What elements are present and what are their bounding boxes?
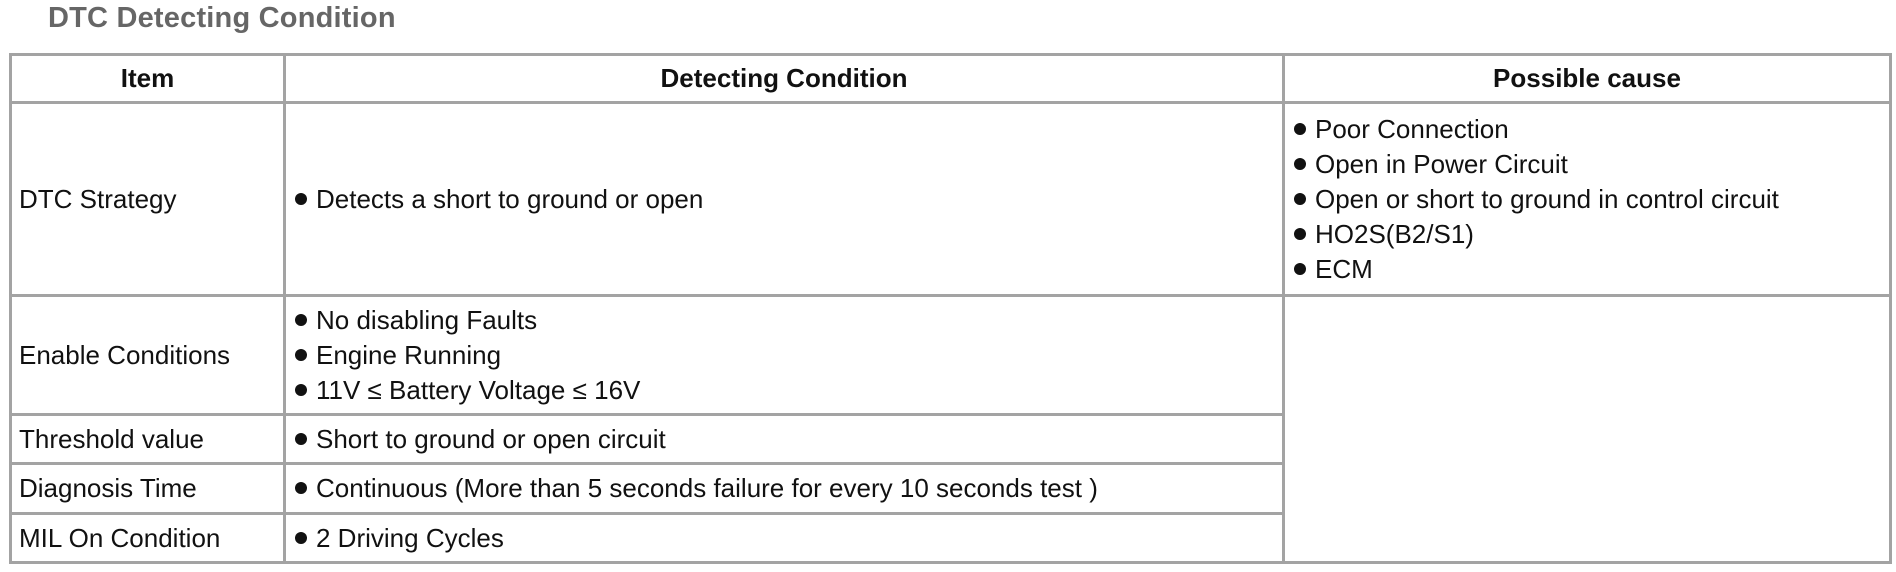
bullet-icon — [1294, 228, 1306, 240]
cause-item — [1294, 252, 1889, 287]
row-item-enable-conditions: Enable Conditions — [11, 296, 285, 415]
cause-item — [1294, 147, 1889, 182]
condition-text: Continuous (More than 5 seconds failure for every 10 seconds test ) — [316, 473, 1098, 503]
cause-text: HO2S(B2/S1) — [1315, 218, 1474, 249]
row-item-mil-on-condition: MIL On Condition — [11, 514, 285, 563]
header-detecting-condition: Detecting Condition — [285, 55, 1284, 103]
bullet-icon — [295, 482, 307, 494]
cause-text: Poor Connection — [1315, 113, 1509, 144]
cause-text: Open or short to ground in control circuit — [1315, 183, 1779, 214]
header-possible-cause: Possible cause — [1284, 55, 1891, 103]
cause-text: Open in Power Circuit — [1315, 148, 1568, 179]
condition-text: Engine Running — [316, 339, 502, 370]
empty-cause-cell — [1284, 296, 1891, 563]
bullet-icon — [1294, 158, 1306, 170]
bullet-icon — [1294, 123, 1306, 135]
table-row — [11, 103, 1891, 296]
bullet-icon — [295, 349, 307, 361]
condition-item — [295, 471, 1282, 506]
bullet-icon — [295, 314, 307, 326]
table-row — [11, 296, 1891, 415]
row-item-diagnosis-time: Diagnosis Time — [11, 464, 285, 514]
row-item-dtc-strategy: DTC Strategy — [11, 103, 285, 296]
row-condition-cell — [285, 514, 1284, 563]
condition-text: 11V ≤ Battery Voltage ≤ 16V — [316, 374, 641, 405]
header-item: Item — [11, 55, 285, 103]
row-condition-cell — [285, 464, 1284, 514]
row-condition-cell — [285, 415, 1284, 464]
row-condition-cell — [285, 296, 1284, 415]
condition-item — [295, 182, 1282, 217]
cause-item — [1294, 182, 1889, 217]
dtc-table — [9, 53, 1892, 564]
condition-text: 2 Driving Cycles — [316, 522, 504, 553]
condition-item — [295, 521, 1282, 556]
cause-item — [1294, 112, 1889, 147]
condition-item — [295, 422, 1282, 457]
header-row — [11, 55, 1891, 103]
cause-text: ECM — [1315, 253, 1373, 284]
condition-text: No disabling Faults — [316, 304, 538, 335]
condition-text: Short to ground or open circuit — [316, 423, 666, 454]
cause-item — [1294, 217, 1889, 252]
page-title: DTC Detecting Condition — [48, 2, 396, 34]
condition-text: Detects a short to ground or open — [316, 183, 704, 214]
bullet-icon — [295, 532, 307, 544]
row-item-threshold-value: Threshold value — [11, 415, 285, 464]
bullet-icon — [295, 193, 307, 205]
condition-item — [295, 338, 1282, 373]
condition-item — [295, 303, 1282, 338]
row-condition-cell — [285, 103, 1284, 296]
bullet-icon — [295, 433, 307, 445]
possible-cause-cell — [1284, 103, 1891, 296]
bullet-icon — [295, 384, 307, 396]
bullet-icon — [1294, 193, 1306, 205]
bullet-icon — [1294, 263, 1306, 275]
condition-item — [295, 373, 1282, 408]
